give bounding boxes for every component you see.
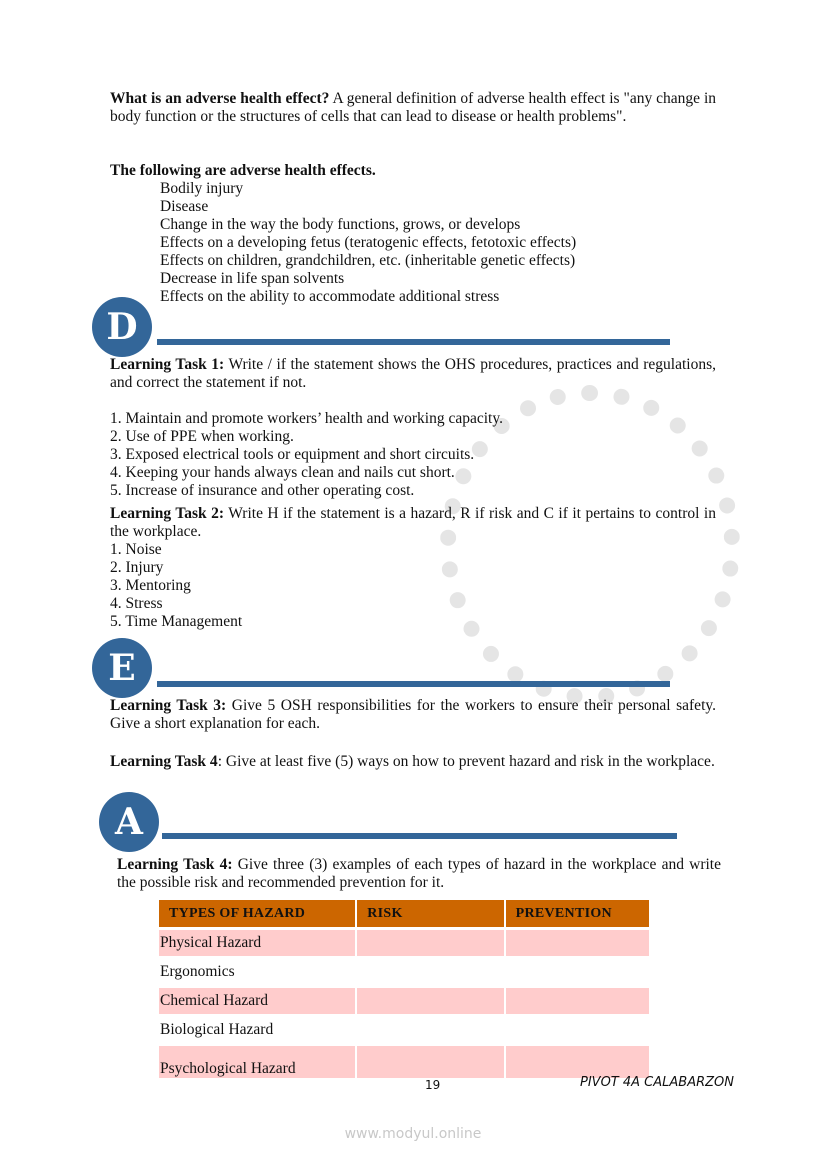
list-item: 4. Stress [110, 595, 163, 612]
intro-paragraph [110, 90, 716, 126]
list-item: 5. Time Management [110, 613, 243, 630]
header-prevention: PREVENTION [506, 900, 649, 927]
task2-text: Write H if the statement is a hazard, R if risk and C if it pertains to control in the workplace. [110, 505, 716, 540]
site-watermark: www.modyul.online [344, 1126, 482, 1142]
task4b-text: Give three (3) examples of each types of hazard in the workplace and write the possible risk and recommended prevention for it. [117, 856, 721, 891]
task4-label: Learning Task 4 [110, 753, 218, 770]
table-row [159, 959, 649, 985]
risk-cell [357, 930, 503, 956]
section-a-badge: A [99, 792, 159, 852]
effects-heading: The following are adverse health effects. [110, 162, 376, 179]
list-item: 1. Noise [110, 541, 162, 558]
table-row [159, 988, 649, 1014]
task2-instructions [110, 505, 716, 541]
header-risk: RISK [357, 900, 503, 927]
section-e-bar [157, 681, 670, 687]
risk-cell [357, 988, 503, 1014]
task3-instructions [110, 697, 716, 733]
table-header-row [159, 900, 649, 927]
list-item: 3. Exposed electrical tools or equipment and short circuits. [110, 446, 475, 463]
section-a-bar [162, 833, 677, 839]
list-item: Effects on children, grandchildren, etc. (inheritable genetic effects) [160, 252, 576, 269]
intro-definition: A general definition of adverse health effect is "any change in body function or the structures of cells that can lead to disease or health problems". [110, 90, 716, 125]
task3-text: Give 5 OSH responsibilities for the workers to ensure their personal safety. Give a short explanation for each. [110, 697, 716, 732]
faded-seal-watermark [440, 385, 740, 705]
section-d-badge: D [92, 297, 152, 357]
list-item: Effects on a developing fetus (teratogenic effects, fetotoxic effects) [160, 234, 577, 251]
table-row [159, 930, 649, 956]
task1-instructions [110, 356, 716, 392]
list-item: 2. Use of PPE when working. [110, 428, 294, 445]
list-item: Change in the way the body functions, grows, or develops [160, 216, 521, 233]
list-item: 5. Increase of insurance and other operating cost. [110, 482, 415, 499]
task4b-label: Learning Task 4: [117, 856, 233, 873]
table-row [159, 1017, 649, 1043]
task4-instructions [110, 753, 716, 771]
hazard-type-cell: Psychological Hazard [159, 1046, 355, 1078]
risk-cell [357, 959, 503, 985]
page-number: 19 [425, 1078, 441, 1092]
task1-text: Write / if the statement shows the OHS procedures, practices and regulations, and correct the statement if not. [110, 356, 716, 391]
list-item: Effects on the ability to accommodate additional stress [160, 288, 500, 305]
intro-question: What is an adverse health effect? [110, 90, 330, 107]
section-d-bar [157, 339, 670, 345]
hazard-type-cell: Biological Hazard [160, 1021, 274, 1038]
task2-label: Learning Task 2: [110, 505, 225, 522]
task1-label: Learning Task 1: [110, 356, 225, 373]
hazard-type-cell: Physical Hazard [159, 930, 355, 956]
hazard-type-cell: Ergonomics [160, 963, 235, 980]
header-types: TYPES OF HAZARD [159, 900, 355, 927]
prevention-cell [506, 1046, 649, 1078]
table-row [159, 1046, 649, 1078]
hazard-type-cell: Chemical Hazard [159, 988, 355, 1014]
list-item: 2. Injury [110, 559, 164, 576]
task3-label: Learning Task 3: [110, 697, 227, 714]
task4-text: : Give at least five (5) ways on how to prevent hazard and risk in the workplace. [217, 753, 715, 770]
task4b-instructions [117, 856, 721, 892]
list-item: Disease [160, 198, 209, 215]
list-item: Decrease in life span solvents [160, 270, 345, 287]
section-e-badge: E [92, 638, 152, 698]
prevention-cell [506, 1017, 649, 1043]
prevention-cell [506, 988, 649, 1014]
list-item: 4. Keeping your hands always clean and nails cut short. [110, 464, 455, 481]
list-item: Bodily injury [160, 180, 244, 197]
footer-brand: PIVOT 4A CALABARZON [580, 1075, 734, 1090]
risk-cell [357, 1046, 503, 1078]
prevention-cell [506, 930, 649, 956]
risk-cell [357, 1017, 503, 1043]
list-item: 1. Maintain and promote workers’ health and working capacity. [110, 410, 503, 427]
prevention-cell [506, 959, 649, 985]
list-item: 3. Mentoring [110, 577, 191, 594]
hazard-table [157, 897, 651, 1081]
